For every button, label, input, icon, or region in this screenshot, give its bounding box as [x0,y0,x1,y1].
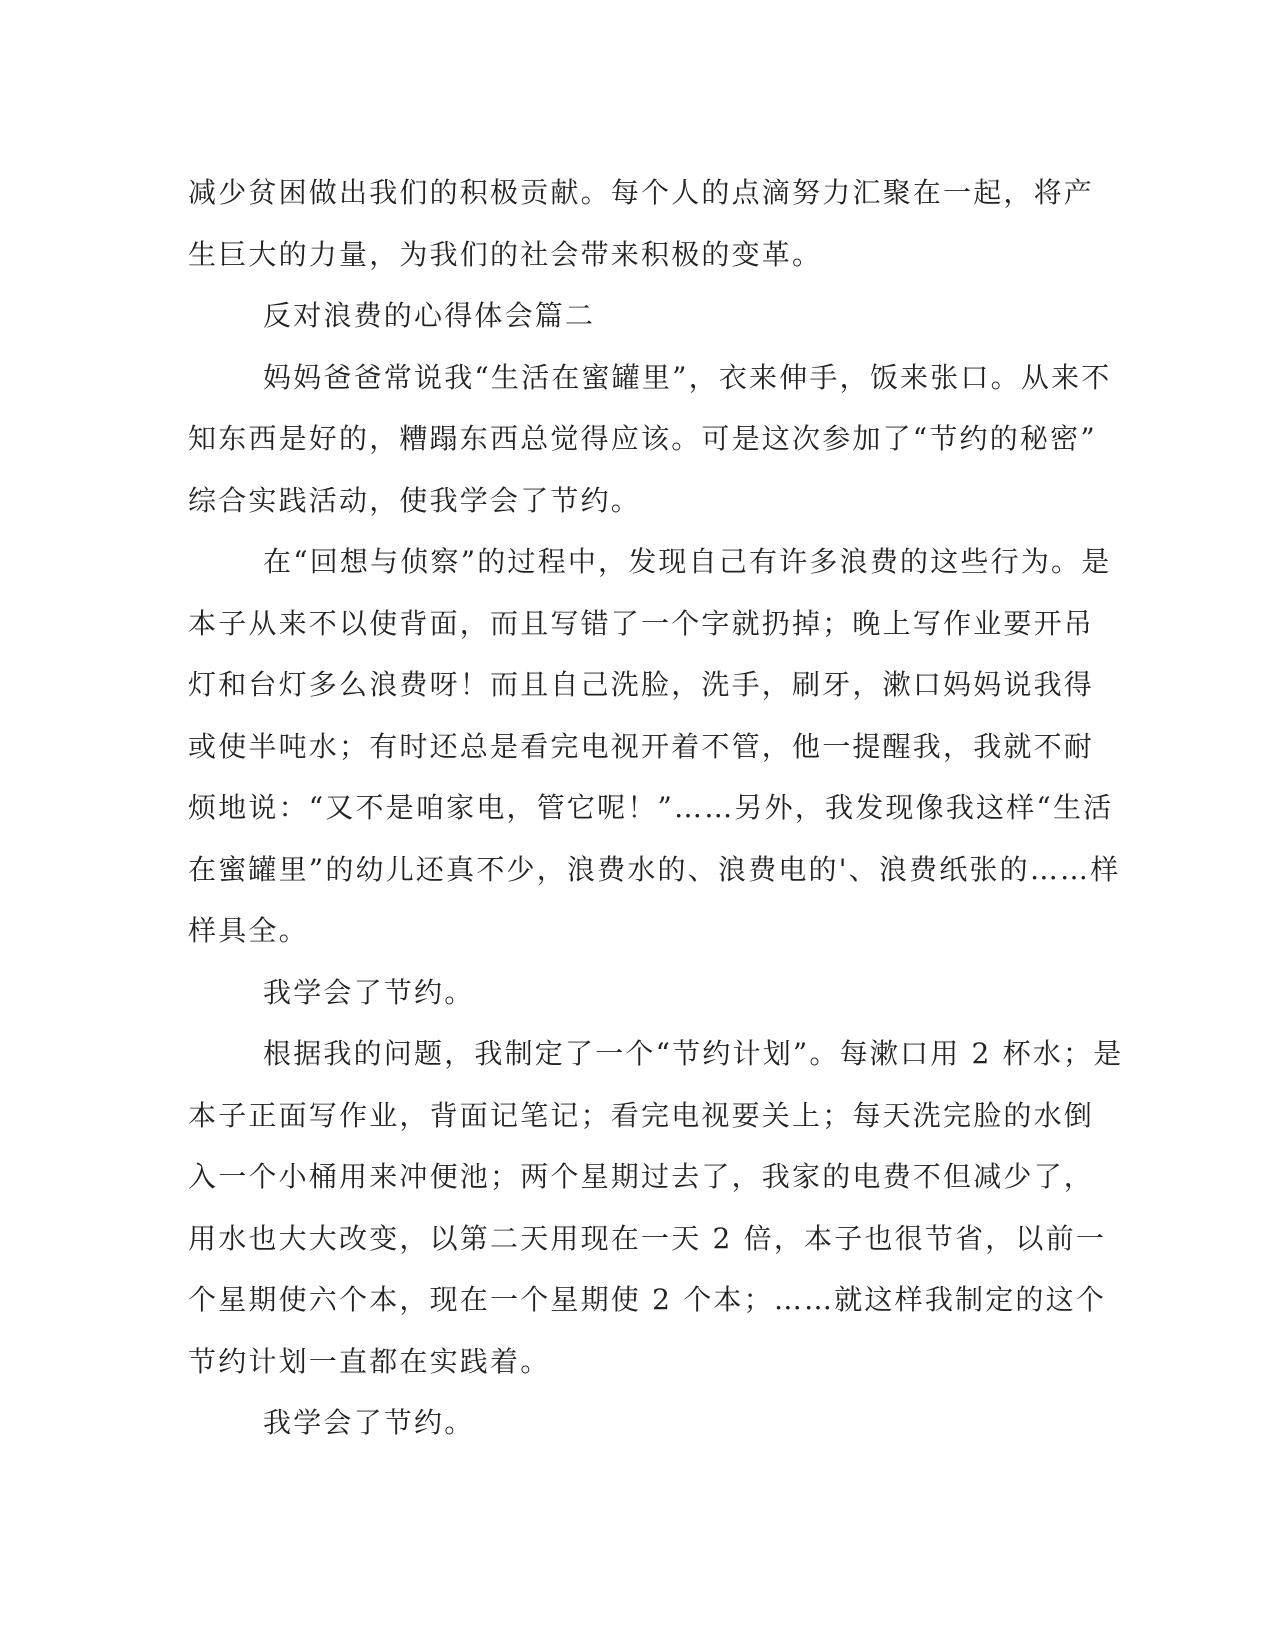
paragraph-5 [188,962,1068,1024]
text-line: 我学会了节约。 [263,975,475,1009]
paragraph-1 [188,162,1095,285]
text-line: 减少贫困做出我们的积极贡献。每个人的点滴努力汇聚在一起，将产 [188,176,1095,209]
text-line: 我学会了节约。 [263,1406,475,1439]
text-line: 生巨大的力量，为我们的社会带来积极的变革。 [188,237,823,271]
text-line: 知东西是好的，糟蹋东西总觉得应该。可是这次参加了“节约的秘密” [188,422,1097,455]
text-line: 本子从来不以使背面，而且写错了一个字就扔掉；晚上写作业要开吊 [188,606,1095,640]
paragraph-3 [188,347,1112,532]
text-line: 灯和台灯多么浪费呀！而且自己洗脸，洗手，刷牙，漱口妈妈说我得 [188,668,1095,701]
text-line: 综合实践活动，使我学会了节约。 [188,483,642,517]
text-line: 烦地说：“又不是咱家电，管它呢！”……另外，我发现像我这样“生活 [188,791,1114,824]
text-line: 本子正面写作业，背面记笔记；看完电视要关上；每天洗完脸的水倒 [188,1098,1095,1132]
text-line: 在“回想与侦察”的过程中，发现自己有许多浪费的这些行为。是 [263,545,1112,578]
text-line: 用水也大大改变，以第二天用现在一天 2 倍，本子也很节省，以前一 [188,1221,1107,1255]
section-heading [188,285,1068,347]
text-line: 根据我的问题，我制定了一个“节约计划”。每漱口用 2 杯水；是 [263,1037,1124,1070]
text-line: 或使半吨水；有时还总是看完电视开着不管，他一提醒我，我就不耐 [188,729,1095,763]
text-line: 入一个小桶用来冲便池；两个星期过去了，我家的电费不但减少了， [188,1160,1095,1193]
text-line: 在蜜罐里”的幼儿还真不少，浪费水的、浪费电的'、浪费纸张的……样 [188,852,1121,886]
document-body [188,162,1124,1454]
paragraph-7 [188,1392,1068,1454]
text-line: 妈妈爸爸常说我“生活在蜜罐里”，衣来伸手，饭来张口。从来不 [263,360,1112,394]
paragraph-4 [188,531,1121,962]
section-title: 反对浪费的心得体会篇二 [263,299,596,332]
text-line: 个星期使六个本，现在一个星期使 2 个本；……就这样我制定的这个 [188,1283,1107,1316]
text-line: 样具全。 [188,914,309,947]
paragraph-6 [188,1023,1124,1392]
text-line: 节约计划一直都在实践着。 [188,1344,551,1378]
